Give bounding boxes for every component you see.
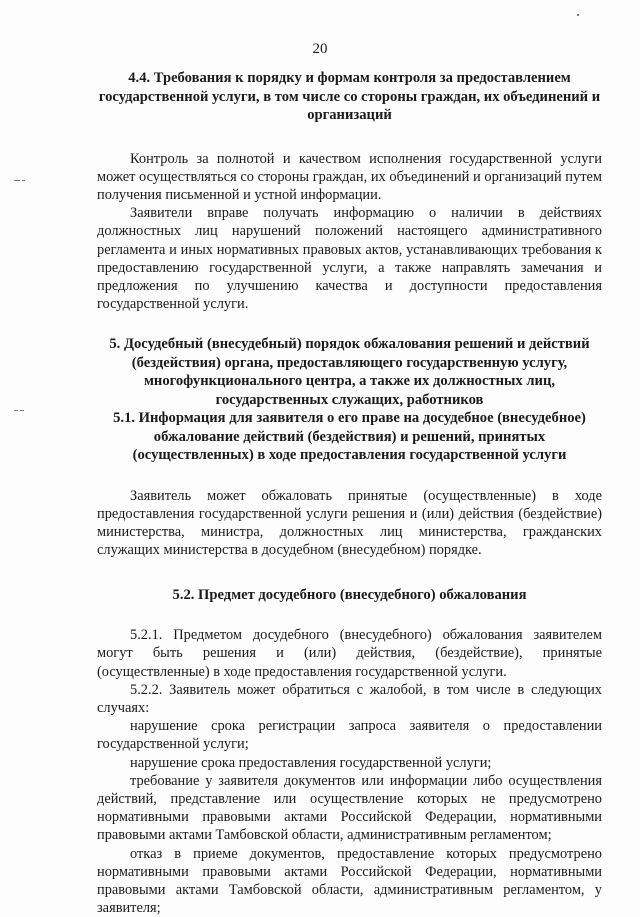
section-5-2-case-4: отказ в приеме документов, предоставление которых предусмотрено нормативными правовыми актами Российской Федерации, нормативными правовыми актами Тамбовской области, административным регламентом, у заявителя; [97, 845, 602, 917]
scan-mark [14, 180, 20, 181]
section-4-4-paragraph-1: Контроль за полнотой и качеством исполнения государственной услуги может осуществляться со стороны граждан, их объединений и организаций путем получения письменной и устной информации. [97, 150, 602, 203]
section-5-2-case-2: нарушение срока предоставления государственной услуги; [130, 754, 492, 771]
scan-mark [577, 14, 579, 16]
section-5-2-case-1: нарушение срока регистрации запроса заявителя о предоставлении государственной услуги; [97, 718, 602, 753]
page-content [97, 69, 602, 917]
section-5-heading: 5. Досудебный (внесудебный) порядок обжалования решений и действий (бездействия) органа, предоставляющего государственную услугу, многофункционального центра, а также их должностных лиц, государственных служащих, работников [109, 336, 590, 408]
section-5-2-paragraph-1: 5.2.1. Предметом досудебного (внесудебного) обжалования заявителем могут быть решения и (или) действия, (бездействие), принятые (осуществленные) в ходе предоставления государственной услуги. [97, 627, 602, 680]
scan-mark [14, 410, 18, 411]
section-5-2-paragraph-2: 5.2.2. Заявитель может обратиться с жалобой, в том числе в следующих случаях: [97, 681, 602, 716]
section-5-1-heading: 5.1. Информация для заявителя о его праве на досудебное (внесудебное) обжалование действий (бездействия) и решений, принятых (осуществленных) в ходе предоставления государственной услуги [113, 410, 586, 464]
section-5-2-heading: 5.2. Предмет досудебного (внесудебного) обжалования [172, 586, 527, 603]
section-5-2-case-3: требование у заявителя документов или информации либо осуществления действий, представление или осуществление которых не предусмотрено нормативными правовыми актами Российской Федерации, нормативными правовыми актами Тамбовской области, административным регламентом; [97, 772, 602, 844]
section-4-4-heading: 4.4. Требования к порядку и формам контроля за предоставлением государственной услуги, в том числе со стороны граждан, их объединений и организаций [98, 70, 601, 123]
section-4-4-paragraph-2: Заявители вправе получать информацию о наличии в действиях должностных лиц нарушений положений настоящего административного регламента и иных нормативных правовых актов, устанавливающих требования к предоставлению государственной услуги, а также направлять замечания и предложения по улучшению качества и доступности предоставления государственной услуги. [97, 205, 602, 313]
section-5-1-paragraph-1: Заявитель может обжаловать принятые (осуществленные) в ходе предоставления государственной услуги решения и (или) действия (бездействие) министерства, министра, должностных лиц министерства, гражданских служащих министерства в досудебном (внесудебном) порядке. [97, 487, 602, 559]
scan-mark [22, 180, 25, 181]
page-number: 20 [312, 41, 328, 57]
scan-mark [20, 410, 24, 411]
